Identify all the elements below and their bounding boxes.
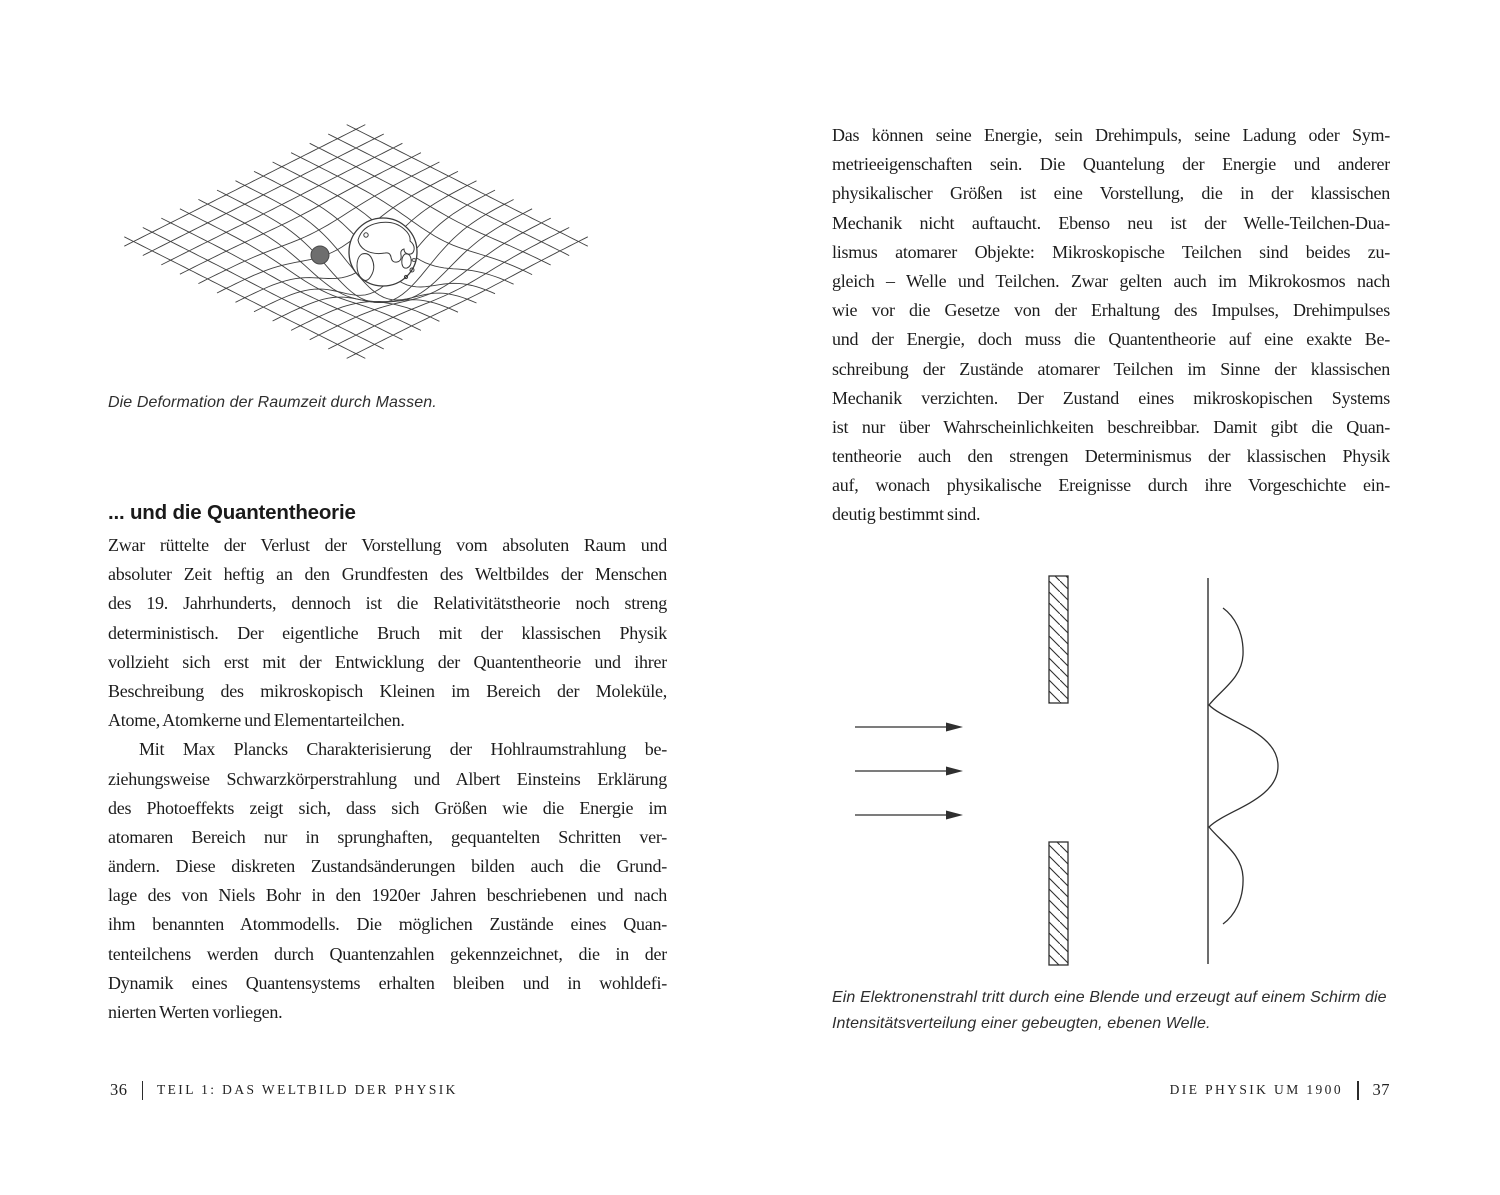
footer-divider xyxy=(1357,1081,1359,1100)
text-line: nierten Werten vorliegen. xyxy=(108,1002,283,1022)
paragraph xyxy=(832,121,1390,530)
text-line: und der Energie, doch muss die Quantentheorie auf eine exakte Be- xyxy=(832,329,1390,350)
diffraction-diagram xyxy=(840,570,1300,970)
text-line: auf, wonach physikalische Ereignisse durch ihre Vorgeschichte ein- xyxy=(832,475,1390,496)
diffraction-figure xyxy=(840,570,1300,970)
text-line: tenteilchens werden durch Quantenzahlen gekennzeichnet, die in der xyxy=(108,943,667,964)
body-text-right xyxy=(832,121,1390,530)
text-line: physikalischer Größen ist eine Vorstellung, die in der klassischen xyxy=(832,183,1390,204)
figure-caption-left: Die Deformation der Raumzeit durch Massen. xyxy=(108,394,437,411)
text-line: des 19. Jahrhunderts, dennoch ist die Relativitätstheorie noch streng xyxy=(108,593,667,614)
text-line: Mit Max Plancks Charakterisierung der Hohlraumstrahlung be- xyxy=(139,739,667,760)
intensity-curve xyxy=(1209,608,1278,924)
earth-globe xyxy=(349,218,417,286)
text-line: Intensitätsverteilung einer gebeugten, ebenen Welle. xyxy=(832,1015,1211,1032)
text-line: metrieeigenschaften sein. Die Quantelung der Energie und anderer xyxy=(832,154,1390,175)
text-line: Das können seine Energie, sein Drehimpuls, seine Ladung oder Sym- xyxy=(832,125,1390,145)
text-line: absoluter Zeit heftig an den Grundfesten des Weltbildes der Menschen xyxy=(108,564,667,585)
text-line: des Photoeffekts zeigt sich, dass sich Größen wie die Energie im xyxy=(108,797,667,818)
text-line: tentheorie auch den strengen Determinismus der klassischen Physik xyxy=(832,446,1390,467)
paragraph xyxy=(108,735,667,1027)
aperture-bottom xyxy=(1049,842,1068,965)
text-line: deterministisch. Der eigentliche Bruch mit der klassischen Physik xyxy=(108,622,667,643)
body-text-left xyxy=(108,531,667,1027)
section-heading: ... und die Quantentheorie xyxy=(108,501,356,524)
footer-right xyxy=(832,1078,1390,1102)
text-line: Mechanik nicht auftaucht. Ebenso neu ist der Welle-Teilchen-Dua- xyxy=(832,212,1390,233)
text-line: ändern. Diese diskreten Zustandsänderungen bilden auch die Grund- xyxy=(108,856,667,877)
running-head-left: TEIL 1: DAS WELTBILD DER PHYSIK xyxy=(157,1082,458,1097)
electron-beam-arrows xyxy=(855,723,963,820)
running-head-right: DIE PHYSIK UM 1900 xyxy=(1169,1082,1343,1097)
text-line: ziehungsweise Schwarzkörperstrahlung und Albert Einsteins Erklärung xyxy=(108,768,667,789)
text-line: ihm benannten Atommodells. Die möglichen Zustände eines Quan- xyxy=(108,914,667,935)
aperture-top xyxy=(1049,576,1068,703)
spacetime-figure xyxy=(100,108,620,388)
text-line: atomaren Bereich nur in sprunghaften, gequantelten Schritten ver- xyxy=(108,826,667,847)
text-line: Zwar rüttelte der Verlust der Vorstellung vom absoluten Raum und xyxy=(108,535,667,555)
text-line: schreibung der Zustände atomarer Teilchen im Sinne der klassischen xyxy=(832,358,1390,379)
text-line: Dynamik eines Quantensystems erhalten bleiben und in wohldefi- xyxy=(108,972,667,993)
page-number-right: 37 xyxy=(1372,1080,1390,1099)
footer-divider xyxy=(142,1081,144,1100)
spacetime-grid xyxy=(100,108,620,388)
text-line: wie vor die Gesetze von der Erhaltung des Impulses, Drehimpulses xyxy=(832,300,1390,321)
text-line: Beschreibung des mikroskopisch Kleinen im Bereich der Moleküle, xyxy=(108,680,667,701)
figure-caption-right xyxy=(832,985,1500,1037)
text-line: gleich – Welle und Teilchen. Zwar gelten auch im Mikrokosmos nach xyxy=(832,270,1390,291)
paragraph xyxy=(108,531,667,735)
text-line: lismus atomarer Objekte: Mikroskopische Teilchen sind beides zu- xyxy=(832,241,1390,262)
page-number-left: 36 xyxy=(110,1080,128,1099)
moon-dot xyxy=(311,246,329,264)
text-line: lage des von Niels Bohr in den 1920er Jahren beschriebenen und nach xyxy=(108,885,667,906)
footer-left xyxy=(110,1078,670,1102)
text-line: Atome, Atomkerne und Elementarteilchen. xyxy=(108,710,405,731)
text-line: deutig bestimmt sind. xyxy=(832,504,981,525)
text-line: Ein Elektronenstrahl tritt durch eine Blende und erzeugt auf einem Schirm die xyxy=(832,989,1387,1006)
text-line: ist nur über Wahrscheinlichkeiten beschreibbar. Damit gibt die Quan- xyxy=(832,416,1390,437)
text-line: Mechanik verzichten. Der Zustand eines mikroskopischen Systems xyxy=(832,387,1390,408)
text-line: vollzieht sich erst mit der Entwicklung der Quantentheorie und ihrer xyxy=(108,651,667,672)
